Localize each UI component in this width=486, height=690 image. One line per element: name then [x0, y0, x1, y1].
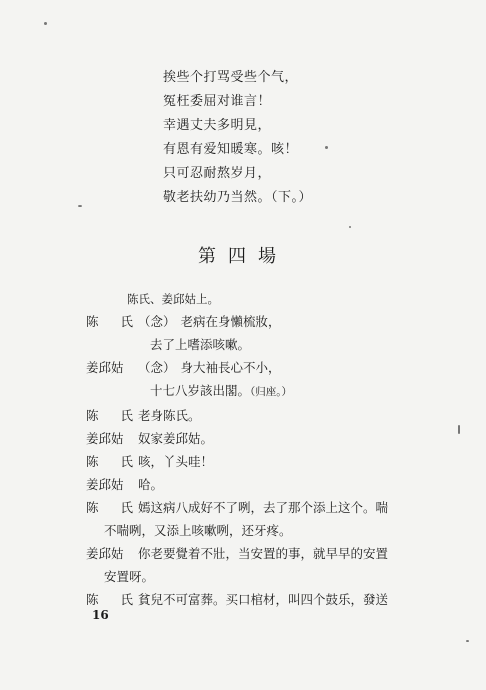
verse-block: [163, 66, 312, 210]
dialogue-line: [86, 356, 416, 379]
dialogue-line: [86, 427, 416, 450]
print-speck: [349, 226, 351, 228]
speaker-label: 姜邱姑: [86, 546, 124, 561]
dialogue-line: [86, 404, 416, 427]
dialogue-line: [86, 542, 416, 565]
speech-text: 你老要覺着不壯，当安置的事，就早早的安置: [138, 546, 389, 561]
stage-direction: 陈氏、姜邱姑上。: [127, 292, 219, 306]
speech-text: 哈。: [138, 477, 164, 492]
speaker-label: 姜邱姑: [86, 360, 124, 375]
speaker-label: 陈 氏: [86, 500, 142, 515]
scene-title: 第四場: [198, 246, 288, 267]
recite-mark: （念）: [138, 314, 176, 329]
speech-text: 咳，丫头哇！: [138, 454, 214, 469]
dialogue-line: [86, 588, 416, 611]
dialogue-line: [86, 310, 416, 333]
print-speck: [458, 425, 460, 434]
dialogue: [86, 310, 416, 611]
speaker-label: 陈 氏: [86, 314, 142, 329]
speech-text: 去了上嗜添咳嗽。: [150, 337, 251, 352]
verse-line: 有恩有爱知暖寒。咳！: [163, 142, 299, 157]
speech-text: 十七八岁該出閣。: [150, 383, 251, 398]
speech-text: 安置呀。: [104, 569, 155, 584]
print-speck: [466, 640, 469, 642]
print-speck: [78, 205, 82, 207]
speech-text: 貧兒不可富葬。买口棺材，叫四个鼓乐，發送: [138, 592, 389, 607]
speaker-label: 陈 氏: [86, 454, 142, 469]
dialogue-continuation: [86, 519, 416, 542]
speech-text: 不喘咧，又添上咳嗽咧，还牙疼。: [104, 523, 292, 538]
dialogue-continuation: [86, 333, 416, 356]
speech-text: 老病在身懶梳妝，: [180, 314, 281, 329]
dialogue-continuation: [86, 565, 416, 588]
verse-line: 挨些个打骂受些个气，: [163, 70, 299, 85]
speech-text: 身大袖長心不小，: [180, 360, 281, 375]
dialogue-line: [86, 473, 416, 496]
speech-text: 嫣这病八成好不了咧，去了那个添上这个。喘: [138, 500, 389, 515]
speaker-label: 陈 氏: [86, 408, 142, 423]
speech-text: 老身陈氏。: [138, 408, 201, 423]
stage-note: （归座。）: [250, 386, 293, 398]
verse-line: 冤枉委屈对谁言！: [163, 94, 272, 109]
speaker-label: 姜邱姑: [86, 431, 124, 446]
speech-text: 奴家姜邱姑。: [138, 431, 214, 446]
print-speck: [325, 146, 328, 149]
verse-line: 敬老扶幼乃当然。（下。）: [163, 190, 313, 205]
dialogue-line: [86, 496, 416, 519]
dialogue-line: [86, 450, 416, 473]
page-number: 16: [92, 608, 109, 622]
recite-mark: （念）: [138, 360, 176, 375]
verse-line: 幸遇丈夫多明見，: [163, 118, 272, 133]
dialogue-continuation: [86, 379, 416, 404]
speaker-label: 姜邱姑: [86, 477, 124, 492]
print-speck: [44, 22, 47, 25]
verse-line: 只可忍耐熬岁月，: [163, 166, 272, 181]
speaker-label: 陈 氏: [86, 592, 142, 607]
